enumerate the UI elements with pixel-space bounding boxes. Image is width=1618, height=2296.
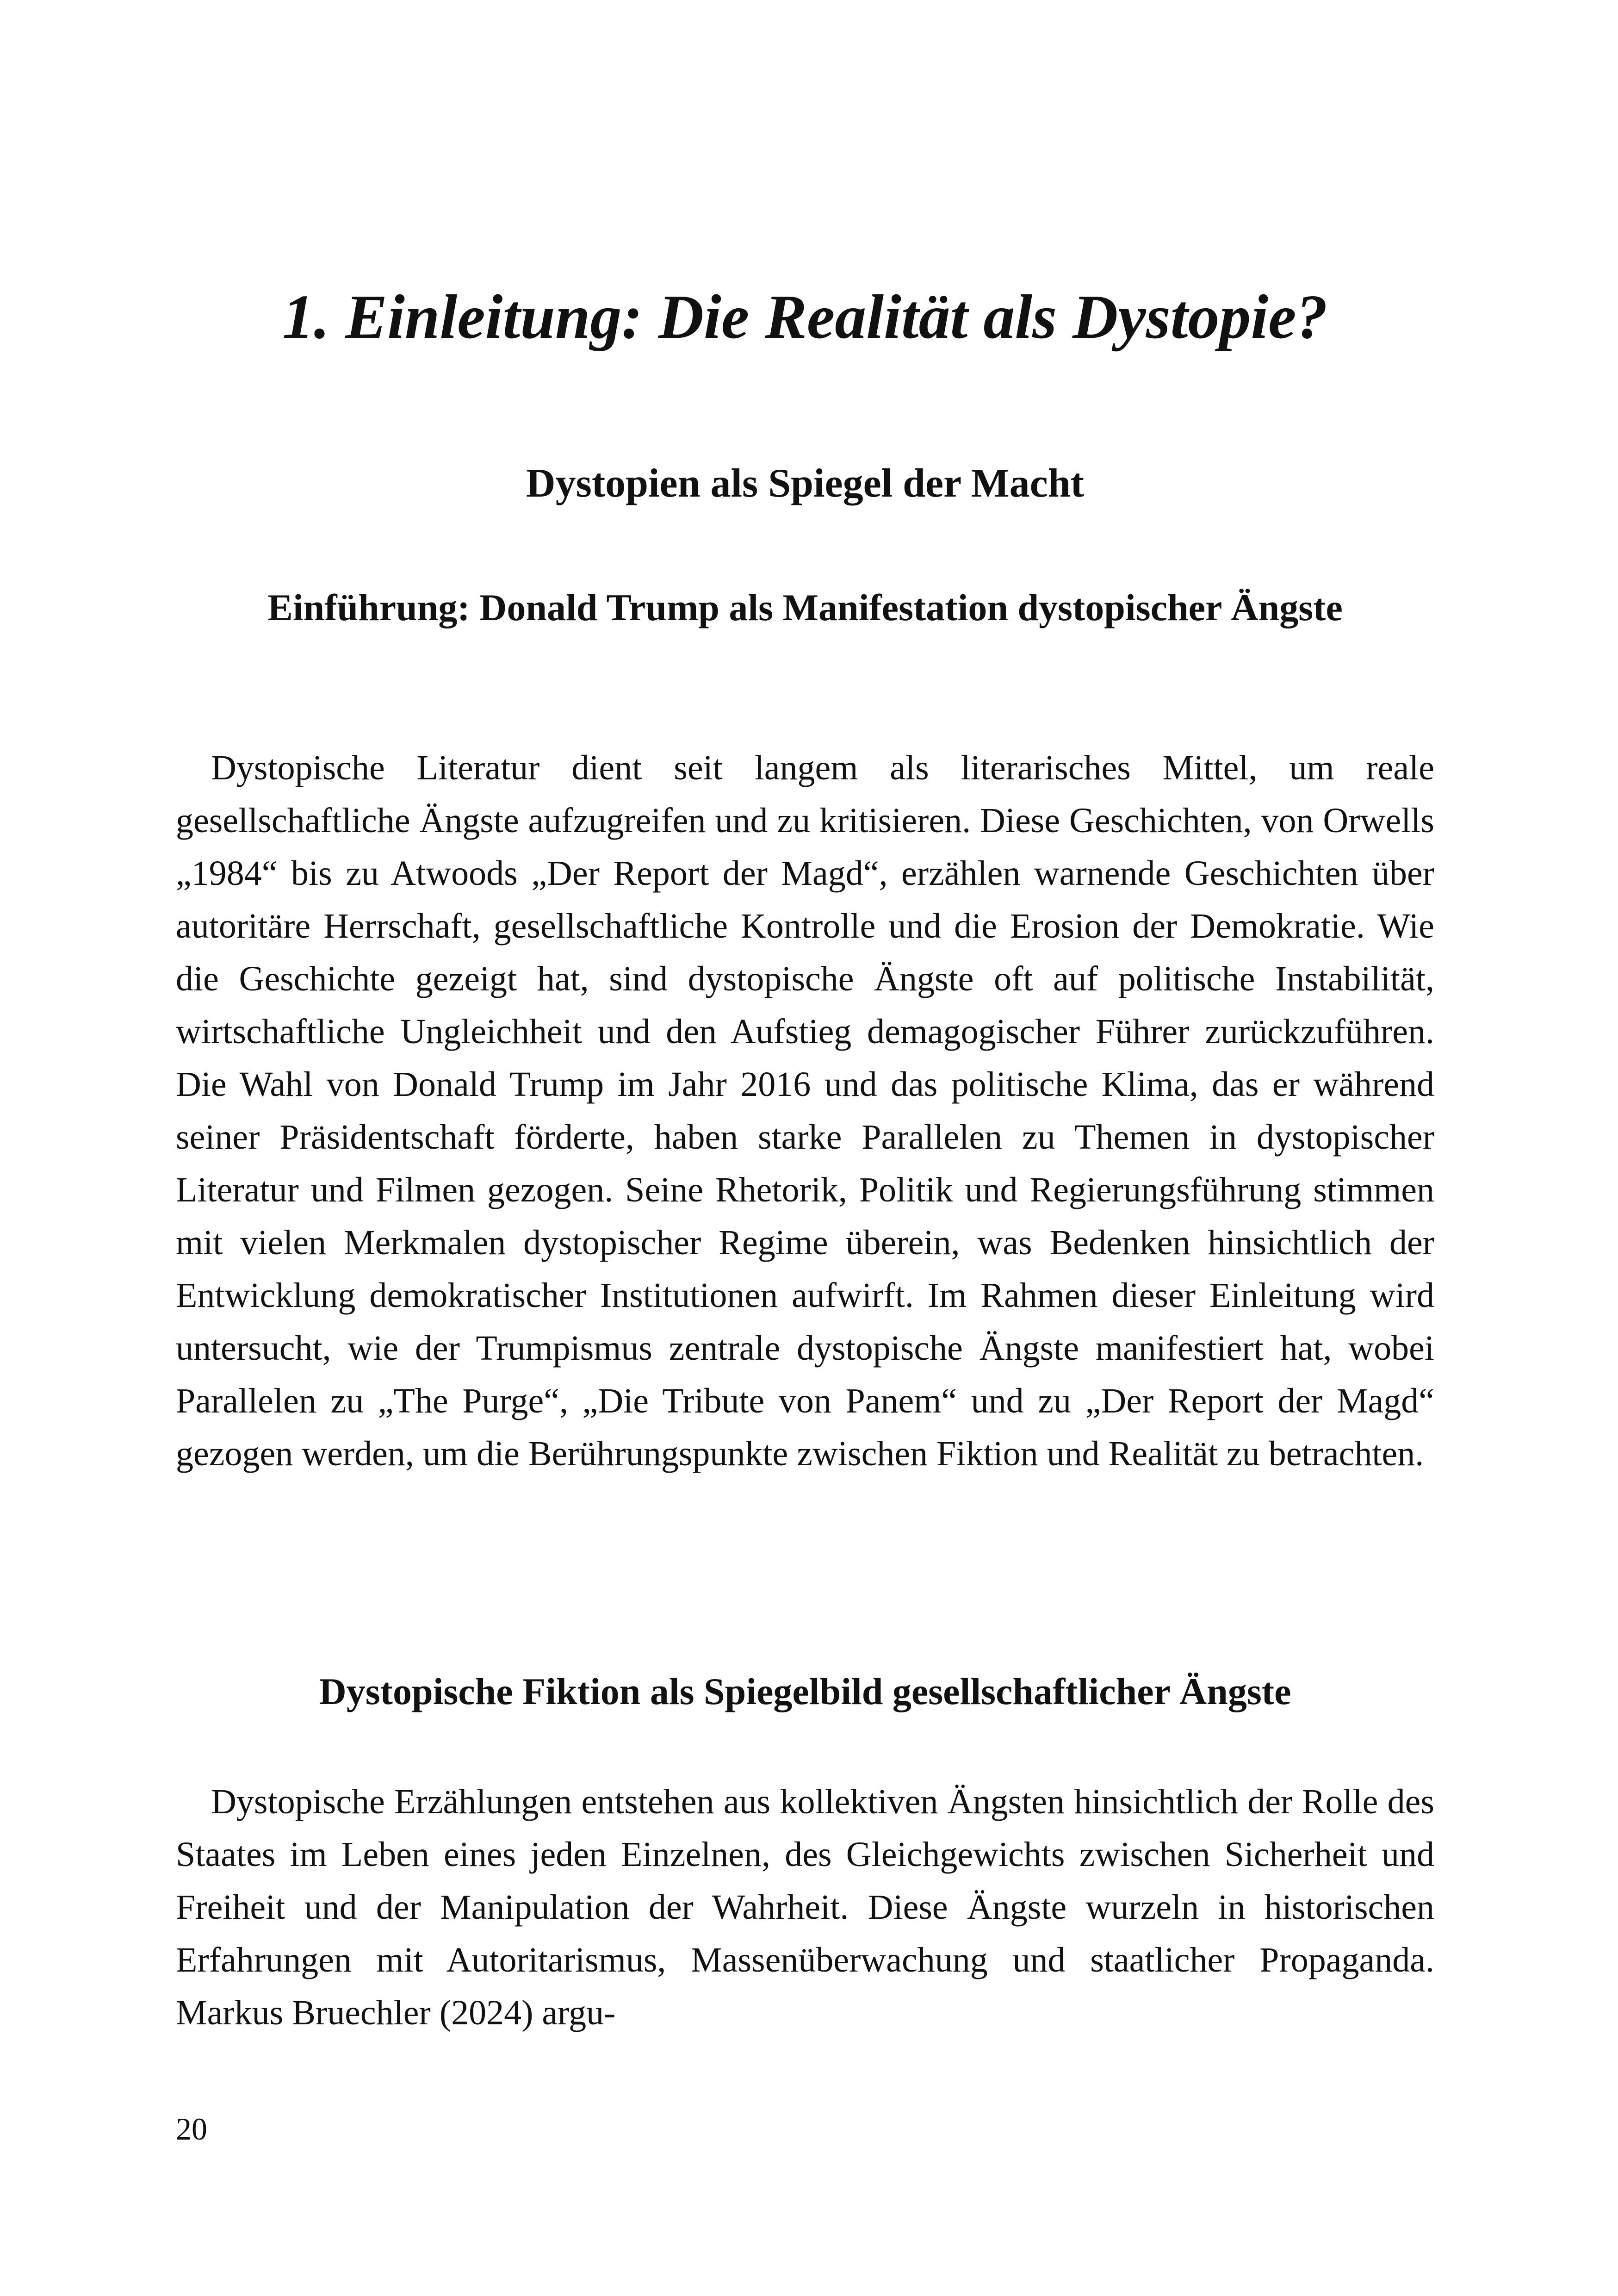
body-paragraph-dystopian-fiction: Dystopische Erzählungen entstehen aus kollektiven Ängsten hinsichtlich der Rolle des Staates im Leben eines jeden Einzelnen, des Gleichgewichts zwischen Sicherheit und Freiheit und der Manipulation der Wahrheit. Diese Ängste wurzeln in historischen Erfahrungen mit Autoritarismus, Massenüberwachung und staatlicher Propaganda. Markus Bruechler (2024) argu-	[176, 1782, 1434, 2032]
page-number: 20	[176, 2111, 207, 2147]
body-paragraph-introduction: Dystopische Literatur dient seit langem als literarisches Mittel, um reale gesellschaftliche Ängste aufzugreifen und zu kritisieren. Diese Geschichten, von Orwells „1984“ bis zu Atwoods „Der Report der Magd“, erzählen warnende Geschichten über autoritäre Herrschaft, gesellschaftliche Kontrolle und die Erosion der Demokratie. Wie die Geschichte gezeigt hat, sind dystopische Ängste oft auf politische Instabilität, wirtschaftliche Ungleichheit und den Aufstieg demagogischer Führer zurückzuführen. Die Wahl von Donald Trump im Jahr 2016 und das politische Klima, das er während seiner Präsidentschaft förderte, haben starke Parallelen zu Themen in dystopischer Literatur und Filmen gezogen. Seine Rhetorik, Politik und Regierungsführung stimmen mit vielen Merkmalen dystopischer Regime überein, was Bedenken hinsichtlich der Entwicklung demokratischer Institutionen aufwirft. Im Rahmen dieser Einleitung wird untersucht, wie der Trumpismus zentrale dystopische Ängste manifestiert hat, wobei Parallelen zu „The Purge“, „Die Tribute von Panem“ und zu „Der Report der Magd“ gezogen werden, um die Berührungspunkte zwischen Fiktion und Realität zu betrachten.	[176, 748, 1434, 1473]
section-title: Dystopien als Spiegel der Macht	[526, 461, 1084, 506]
chapter-title: 1. Einleitung: Die Realität als Dystopie?	[282, 282, 1328, 352]
subsection-title-dystopian-fiction: Dystopische Fiktion als Spiegelbild gesellschaftlicher Ängste	[319, 1670, 1291, 1712]
subsection-title-introduction: Einführung: Donald Trump als Manifestation dystopischer Ängste	[267, 586, 1343, 628]
